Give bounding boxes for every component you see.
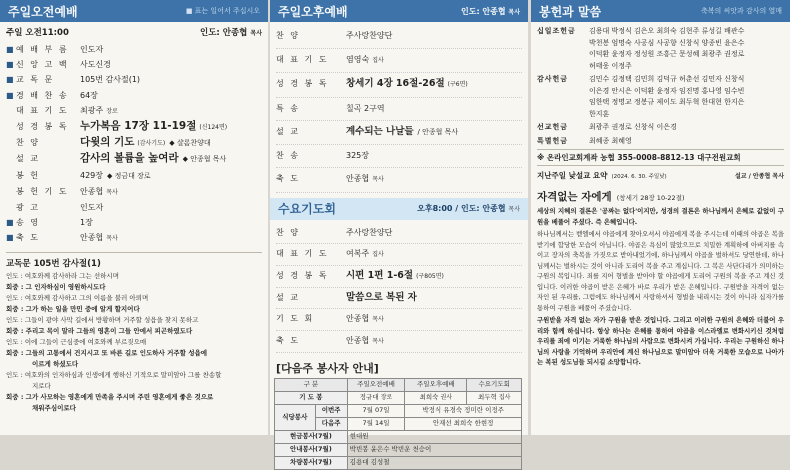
divider bbox=[6, 252, 262, 253]
sermon-reference: (창세기 28장 10-22절) bbox=[616, 194, 685, 202]
table-row bbox=[275, 430, 522, 443]
sermon-heading bbox=[531, 183, 790, 206]
evening-service-header bbox=[270, 0, 528, 22]
order-label: 교 독 문 bbox=[16, 75, 55, 85]
offering-names: 임한택 정명교 정봉규 제이도 최두혁 한대현 한지은 bbox=[589, 98, 745, 106]
table-row bbox=[275, 391, 522, 404]
order-label: 찬 양 bbox=[276, 31, 300, 40]
vol-kitchen-next-names: 안재선 최희숙 한현정 bbox=[405, 417, 522, 430]
service-order-row bbox=[276, 309, 522, 331]
order-label: 축 도 bbox=[276, 335, 300, 345]
order-extra: 목사 bbox=[372, 337, 384, 345]
responsive-line: 인도 : 그들이 광야 사막 길에서 방황하며 거주할 성읍을 찾지 못하고 bbox=[6, 315, 199, 324]
responsive-line: 채워주심이로다 bbox=[32, 403, 76, 412]
order-label: 봉 헌 기 도 bbox=[16, 186, 69, 196]
vol-head-category: 구 분 bbox=[275, 378, 348, 391]
sermon-paragraph: 하나님께서는 벧엘에서 야곱에게 찾아오셔서 야곱에게 복을 주시는데 이때의 야곱은 복을 받기에 합당한 모습이 아닙니다. 야곱은 욕심이 많았으므로 치밀한 계획하에 아버지를 속이고 장자의 축복을 가짓으로 받아내었기에, 하나님께서 야곱을 벌하셔도 당연한데, 하나님께서는 벌하시는 것이 아니라 도리어 복을 주고 계십니다. 그 복은 사단다리가 의미하는 구원의 복입니다. 죄를 지어 형벌을 받아야 할 야곱에게 도리어 구원의 복을 주고 계신 것입니다. 이러한 야곱이 받은 은혜가 바로 우리가 받은 은혜입니다. 구원받을 자격이 없는 자인 된 우리를, 그럼에도 하나님께서 사랑하셔서 형벌을 내리시는 것이 아니라 십자가를 통하여 구원을 베풀어 주셨습니다. bbox=[537, 230, 784, 312]
table-row bbox=[275, 404, 522, 417]
vol-prayer-wednesday: 최두혁 집사 bbox=[467, 391, 522, 404]
order-value: 칠곡 2구역 bbox=[346, 103, 385, 113]
order-extra: (구805면) bbox=[416, 272, 444, 280]
service-order-row bbox=[276, 73, 522, 98]
service-order-row bbox=[276, 25, 522, 49]
standing-note: ■ 표는 일어서 주십시오 bbox=[185, 7, 260, 15]
service-order-row bbox=[6, 168, 262, 184]
responsive-line: 회중 : 그가 사모하는 영혼에게 만족을 주시며 주린 영혼에게 좋은 것으로 bbox=[6, 392, 214, 401]
sermon-body bbox=[531, 206, 790, 368]
service-order-row bbox=[276, 121, 522, 145]
order-label: 축 도 bbox=[16, 233, 40, 243]
volunteer-table bbox=[274, 378, 522, 470]
order-value: 말씀으로 복된 자 bbox=[346, 291, 417, 303]
order-label: 기 도 회 bbox=[276, 313, 315, 323]
order-value: 여복주 bbox=[346, 248, 370, 258]
offering-names: 김용대 박정식 김은오 최희숙 김현주 류성길 배관수 bbox=[589, 27, 745, 35]
responsive-line: 인도 : 이에 그들이 근심중에 여호와께 부르짖으매 bbox=[6, 337, 147, 346]
offering-group bbox=[537, 26, 784, 72]
sermon-summary-label: 지난주일 낮설교 요약 bbox=[537, 171, 608, 180]
vol-kitchen-next-week: 다음주 bbox=[315, 417, 347, 430]
offering-names: 허태웅 이정주 bbox=[589, 61, 632, 70]
evening-service-title: 주일오후예배 bbox=[278, 4, 348, 19]
responsive-line: 회중 : 주리고 목이 말라 그들의 영혼이 그들 안에서 피곤하였도다 bbox=[6, 326, 193, 335]
sermon-paragraph: 구원받을 자격 없는 자가 구원을 받은 것입니다. 그리고 이러한 구원의 은혜와 더불어 우리와 함께 하십니다. 항상 하나는 은혜를 통하여 야곱을 이스라엘로 변화시키신 것처럼 우리를 죄에 이기는 거룩한 하나님의 사람으로 변화시켜 가십니다. 우리는 구원하신 하나님의 사랑을 기억하며 우리안에 계신 하나님으로 말미암아 더욱 거룩한 모습으로 나아가는 복된 성도님들 되시길 소망합니다. bbox=[537, 316, 784, 366]
order-extra: 목사 bbox=[106, 188, 118, 196]
order-label: 송 영 bbox=[16, 218, 40, 228]
sermon-summary-date: (2024. 6. 30. 주일낮) bbox=[611, 174, 667, 180]
responsive-line: 지로다 bbox=[32, 381, 51, 390]
order-label: 설 교 bbox=[276, 292, 300, 302]
order-label: 대 표 기 도 bbox=[276, 54, 329, 64]
sermon-summary-header bbox=[531, 168, 790, 183]
order-extra: 목사 bbox=[106, 235, 118, 243]
order-label: 봉 헌 bbox=[16, 170, 40, 180]
responsive-reading bbox=[0, 271, 268, 414]
responsive-line: 인도 : 여호와께 감사하고 그의 이름을 불러 아뢰며 bbox=[6, 293, 149, 302]
order-extra: (감사기도) bbox=[137, 140, 166, 148]
order-label: 경 배 찬 송 bbox=[16, 90, 69, 100]
vol-offering-names: 현대원 bbox=[347, 430, 521, 443]
evening-order bbox=[270, 22, 528, 196]
order-label: 설 교 bbox=[276, 127, 300, 136]
service-order-row bbox=[6, 42, 262, 57]
order-value: 사도신경 bbox=[80, 60, 111, 70]
order-value: 최광주 bbox=[80, 105, 104, 115]
offering-group bbox=[537, 136, 784, 148]
order-value: 325장 bbox=[346, 150, 369, 160]
service-order-row bbox=[6, 119, 262, 135]
order-value: 염영숙 bbox=[346, 54, 370, 64]
order-value: 64장 bbox=[80, 90, 98, 100]
order-person: / 안종협 목사 bbox=[417, 128, 459, 136]
order-person: ◆ 안종협 목사 bbox=[182, 155, 227, 164]
order-person: ◆ 샬롬찬양대 bbox=[169, 139, 211, 148]
order-value: 주사랑찬양단 bbox=[346, 227, 393, 237]
table-row bbox=[275, 456, 522, 469]
offering-names: 박천봉 엄명숙 사공심 사공향 신창식 양종빈 윤은수 bbox=[589, 38, 745, 47]
order-value: 누가복음 17장 11-19절 bbox=[80, 120, 197, 133]
volunteer-title: [다음주 봉사자 안내] bbox=[276, 361, 379, 375]
offering-label: 감사헌금 bbox=[537, 75, 569, 83]
volunteer-header-row bbox=[275, 378, 522, 391]
service-order-row bbox=[276, 266, 522, 288]
vol-vehicle-names: 김용대 김성철 bbox=[347, 456, 521, 469]
sermon-title: 자격없는 자에게 bbox=[537, 191, 612, 203]
offering-names: 최혜종 최혜영 bbox=[589, 136, 632, 145]
offering-names: 이덕환 윤정자 정성원 조흥근 문성혜 최광주 권정로 bbox=[589, 50, 745, 58]
service-order-row bbox=[6, 135, 262, 151]
order-label: 대 표 기 도 bbox=[276, 248, 329, 258]
order-value: 주사랑찬양단 bbox=[346, 31, 393, 40]
offering-title: 봉헌과 말씀 bbox=[539, 4, 602, 19]
sermon-paragraph: 세상의 지혜의 결론은 '공짜는 없다'이지만, 성경의 결론은 하나님께서 은혜로 값없이 구원을 베풀어 주셨다. 즉 은혜입니다. bbox=[537, 207, 784, 226]
order-extra: 목사 bbox=[372, 176, 384, 183]
morning-service-header bbox=[0, 0, 268, 22]
service-order-row bbox=[6, 151, 262, 167]
bullet-icon: ■ bbox=[6, 233, 14, 243]
responsive-reading-title: 교독문 105번 감사절(1) bbox=[6, 258, 101, 269]
service-order-row bbox=[276, 168, 522, 193]
order-extra: (구6면) bbox=[447, 81, 468, 88]
order-value: 429장 bbox=[80, 170, 103, 180]
service-order-row bbox=[6, 215, 262, 230]
order-label: 성 경 봉 독 bbox=[16, 122, 69, 132]
vol-head-wednesday: 수요기도회 bbox=[467, 378, 522, 391]
order-label: 축 도 bbox=[276, 174, 300, 183]
vol-usher-names: 박빈봉 윤은수 박빈운 천승이 bbox=[347, 443, 521, 456]
wednesday-title: 수요기도회 bbox=[278, 202, 336, 216]
order-value: 계수되는 나날들 bbox=[346, 126, 414, 137]
service-order-row bbox=[276, 288, 522, 309]
service-order-row bbox=[6, 88, 262, 103]
wednesday-header bbox=[270, 198, 528, 220]
service-order-row bbox=[6, 200, 262, 215]
vol-offering-label: 현금봉사(7월) bbox=[275, 430, 348, 443]
order-value: 안종협 bbox=[346, 174, 370, 183]
morning-service-title: 주일오전예배 bbox=[8, 4, 78, 19]
offering-label: 특별헌금 bbox=[537, 136, 569, 145]
service-order-row bbox=[6, 103, 262, 119]
vol-kitchen-next-date: 7월 14일 bbox=[347, 417, 405, 430]
evening-presider-title: 목사 bbox=[508, 8, 520, 16]
service-order-row bbox=[276, 49, 522, 74]
responsive-line: 회중 : 그가 하는 일을 만민 중에 알게 할지어다 bbox=[6, 304, 140, 313]
order-value: 인도자 bbox=[80, 45, 104, 54]
order-label: 대 표 기 도 bbox=[16, 105, 69, 115]
offering-list bbox=[531, 26, 790, 147]
order-label: 특 송 bbox=[276, 103, 300, 113]
order-label: 광 고 bbox=[16, 203, 40, 213]
order-value: 다윗의 기도 bbox=[80, 136, 135, 149]
order-value: 안종협 bbox=[346, 335, 370, 345]
evening-presider: 인도: 안종협 bbox=[460, 6, 506, 16]
responsive-line: 이르게 하셨도다 bbox=[32, 359, 79, 368]
vol-kitchen-this-names: 박정식 유경숙 정미란 이정주 bbox=[405, 404, 522, 417]
bullet-icon: ■ bbox=[6, 75, 14, 85]
vol-prayer-morning: 정규대 장로 bbox=[347, 391, 405, 404]
order-extra: 집사 bbox=[372, 56, 384, 64]
order-value: 안종협 bbox=[80, 233, 104, 243]
vol-kitchen-this-week: 이번주 bbox=[315, 404, 347, 417]
service-order-row bbox=[276, 223, 522, 244]
vol-prayer-label: 기 도 봉 bbox=[275, 391, 348, 404]
service-order-row bbox=[276, 145, 522, 169]
order-label: 설 교 bbox=[16, 154, 40, 164]
offering-label: 선교헌금 bbox=[537, 123, 569, 131]
order-value: 안종협 bbox=[346, 313, 370, 323]
morning-time-row bbox=[6, 25, 262, 42]
morning-presider-title: 목사 bbox=[250, 30, 262, 37]
responsive-line: 인도 : 여호와의 인자하심과 인생에게 행하신 기적으로 말미암아 그를 찬송할 bbox=[6, 370, 222, 379]
order-value: 인도자 bbox=[80, 203, 104, 213]
offering-subtitle: 축복의 씨앗과 감사의 열매 bbox=[700, 7, 782, 15]
offering-header bbox=[531, 0, 790, 22]
offering-names: 한지훈 bbox=[589, 109, 610, 118]
bullet-icon: ■ bbox=[6, 45, 14, 54]
service-order-row bbox=[276, 98, 522, 122]
vol-vehicle-label: 차량봉사(7월) bbox=[275, 456, 348, 469]
vol-head-morning: 주일오전예배 bbox=[347, 378, 405, 391]
order-value: 시편 1편 1-6절 bbox=[346, 269, 414, 281]
order-extra: (신124면) bbox=[199, 124, 228, 132]
order-label: 찬 양 bbox=[16, 138, 40, 148]
order-value: 105번 감사절(1) bbox=[80, 75, 141, 85]
order-value: 감사의 볼륨을 높여라 bbox=[80, 152, 179, 165]
order-extra: 집사 bbox=[372, 250, 384, 258]
order-label: 찬 양 bbox=[276, 227, 300, 237]
offering-group bbox=[537, 74, 784, 120]
order-extra: 장로 bbox=[106, 107, 118, 115]
order-label: 신 앙 고 백 bbox=[16, 60, 69, 70]
service-order-row bbox=[276, 244, 522, 266]
order-label: 성 경 봉 독 bbox=[276, 79, 329, 88]
service-order-row bbox=[276, 331, 522, 353]
service-order-row bbox=[6, 184, 262, 200]
morning-time: 주일 오전11:00 bbox=[6, 28, 69, 38]
order-label: 성 경 봉 독 bbox=[276, 270, 329, 280]
wednesday-presider-title: 목사 bbox=[508, 206, 520, 213]
vol-head-evening: 주일오후예배 bbox=[405, 378, 467, 391]
order-label: 예 배 부 름 bbox=[16, 45, 69, 54]
table-row bbox=[275, 443, 522, 456]
vol-usher-label: 안내봉사(7월) bbox=[275, 443, 348, 456]
divider bbox=[537, 165, 784, 166]
order-person: ◆ 정금대 장로 bbox=[107, 171, 151, 180]
order-value: 1장 bbox=[80, 218, 93, 228]
bullet-icon: ■ bbox=[6, 90, 14, 100]
vol-kitchen-this-date: 7월 07일 bbox=[347, 404, 405, 417]
order-extra: 목사 bbox=[372, 315, 384, 323]
responsive-line: 인도 : 여호와께 감사하라 그는 선하시며 bbox=[6, 271, 119, 280]
wednesday-time: 오후8:00 / 인도: 안종협 bbox=[417, 204, 506, 213]
online-account: ※ 온라인교회계좌 농협 355-0008-8812-13 대구전원교회 bbox=[537, 153, 741, 162]
divider bbox=[537, 149, 784, 150]
offering-label: 십일조헌금 bbox=[537, 27, 576, 35]
responsive-line: 회중 : 그들의 고통에서 건지시고 또 바른 길로 인도하사 거주할 성읍에 bbox=[6, 348, 208, 357]
offering-names: 김민수 김정택 김민희 김덕규 허춘선 김민자 신창식 bbox=[589, 75, 745, 83]
evening-service-page bbox=[270, 0, 528, 466]
service-order-row bbox=[6, 72, 262, 87]
wednesday-order bbox=[270, 220, 528, 356]
responsive-line: 회중 : 그 인자하심이 영원하시도다 bbox=[6, 282, 106, 291]
morning-order bbox=[0, 22, 268, 250]
sermon-summary-preacher: 설교 / 안종협 목사 bbox=[734, 173, 784, 180]
vol-kitchen-label: 식당봉사 bbox=[275, 404, 316, 430]
morning-service-page bbox=[0, 0, 268, 435]
vol-prayer-evening: 최희숙 권사 bbox=[405, 391, 467, 404]
bullet-icon: ■ bbox=[6, 218, 14, 228]
bullet-icon: ■ bbox=[6, 60, 14, 70]
offering-group bbox=[537, 122, 784, 134]
offering-names: 이은경 안시은 이덕환 윤정자 임진명 홍나영 임수빈 bbox=[589, 86, 745, 95]
morning-presider: 인도: 안종협 bbox=[199, 28, 248, 38]
service-order-row bbox=[6, 57, 262, 72]
offering-sermon-page bbox=[531, 0, 790, 435]
order-value: 창세기 4장 16절-26절 bbox=[346, 78, 445, 89]
offering-names: 최광주 권정로 신창식 이은경 bbox=[589, 123, 677, 131]
order-label: 찬 송 bbox=[276, 150, 300, 160]
service-order-row bbox=[6, 230, 262, 246]
order-value: 안종협 bbox=[80, 186, 104, 196]
